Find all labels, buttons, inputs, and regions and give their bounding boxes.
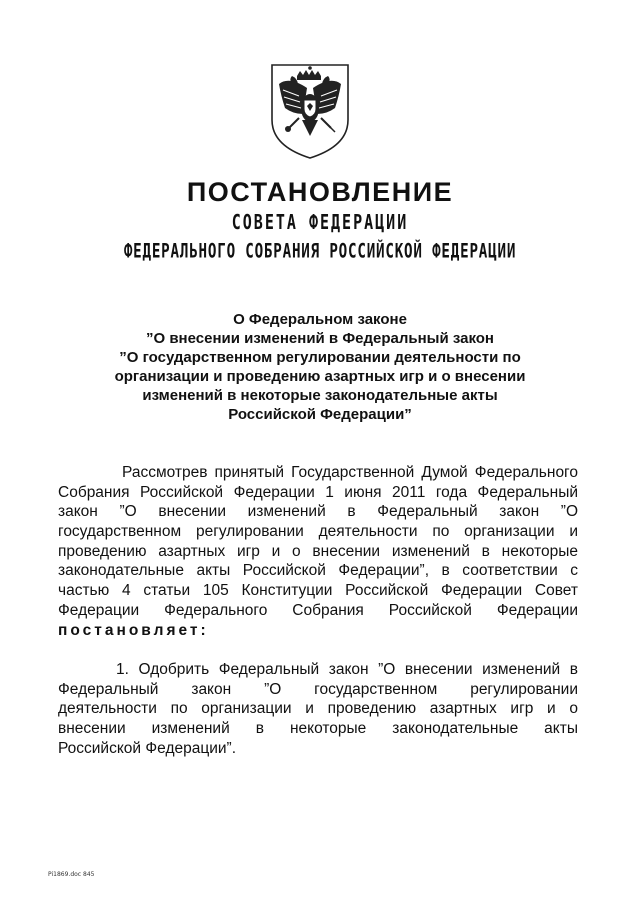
paragraph-line: закон ”О внесении изменений в Федеральный закон ”О (58, 503, 578, 521)
paragraph-line: Рассмотрев принятый Государственной Думой Федерального (122, 464, 578, 481)
resolves-word: постановляет: (58, 621, 209, 639)
paragraph-line: деятельности по организации и проведению азартных игр и о (58, 700, 578, 718)
heading-line: О Федеральном законе (233, 311, 407, 328)
heading-line: ”О государственном регулировании деятельности по (119, 349, 521, 366)
issuing-body-line-2: ФЕДЕРАЛЬНОГО СОБРАНИЯ РОССИЙСКОЙ ФЕДЕРАЦИИ (123, 241, 517, 263)
paragraph-line: проведению азартных игр и о внесении изменений в некоторые (58, 542, 578, 560)
preamble-paragraph (58, 463, 578, 640)
document-title: ПОСТАНОВЛЕНИЕ (186, 177, 454, 207)
paragraph-line: законодательные акты Российской Федерации”, в соответствии с (58, 562, 578, 580)
paragraph-line: государственном регулировании деятельности по организации и (58, 523, 578, 541)
resolution-subject-heading (90, 310, 550, 424)
paragraph-line: Собрания Российской Федерации 1 июня 2011 года Федеральный (58, 483, 578, 501)
paragraph-line: Федеральный закон ”О государственном регулировании (58, 680, 578, 698)
resolution-item-1 (58, 660, 578, 758)
heading-line: организации и проведению азартных игр и о внесении (114, 368, 526, 385)
paragraph-line: частью 4 статьи 105 Конституции Российской Федерации Совет (58, 582, 578, 600)
paragraph-line: внесении изменений в некоторые законодательные акты (58, 720, 578, 738)
heading-line: Российской Федерации” (228, 406, 412, 423)
heading-line: изменений в некоторые законодательные акты (142, 387, 498, 404)
issuing-body-line-1: СОВЕТА ФЕДЕРАЦИИ (231, 209, 409, 235)
paragraph-line: Федерации Федерального Собрания Российской Федерации (58, 601, 578, 619)
document-file-code: Pi1869.doc 845 (48, 871, 95, 878)
heading-line: ”О внесении изменений в Федеральный закон (146, 330, 494, 347)
paragraph-line: Российской Федерации”. (58, 739, 237, 757)
russian-coat-of-arms-icon (269, 62, 351, 160)
paragraph-line: 1. Одобрить Федеральный закон ”О внесении изменений в (116, 661, 578, 678)
